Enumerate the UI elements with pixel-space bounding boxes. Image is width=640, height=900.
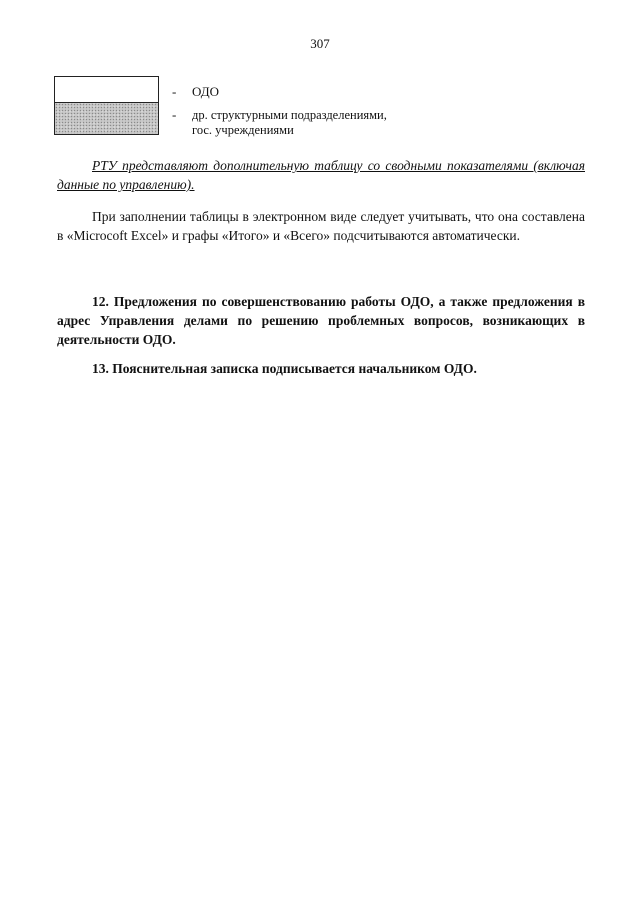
legend-swatch-white bbox=[54, 76, 159, 103]
legend-label-odo: ОДО bbox=[192, 84, 219, 99]
excel-note-paragraph: При заполнении таблицы в электронном виде следует учитывать, что она составлена в «Microcoft Excel» и графы «Итого» и «Всего» подсчитываются автоматически. bbox=[57, 209, 585, 243]
legend-dash: - bbox=[172, 84, 177, 99]
item-12-paragraph: 12. Предложения по совершенствованию работы ОДО, а также предложения в адрес Управления делами по решению проблемных вопросов, возникающих в деятельности ОДО. bbox=[57, 294, 585, 347]
rtu-note-paragraph: РТУ представляют дополнительную таблицу со сводными показателями (включая данные по управлению). bbox=[57, 158, 585, 192]
legend-swatch-gray bbox=[54, 102, 159, 135]
legend-dash: - bbox=[172, 107, 177, 122]
page-number: 307 bbox=[310, 36, 330, 51]
legend-label-other-line1: др. структурными подразделениями, bbox=[192, 108, 387, 122]
legend-label-other-line2: гос. учреждениями bbox=[192, 123, 294, 137]
item-13-paragraph: 13. Пояснительная записка подписывается начальником ОДО. bbox=[92, 361, 477, 376]
